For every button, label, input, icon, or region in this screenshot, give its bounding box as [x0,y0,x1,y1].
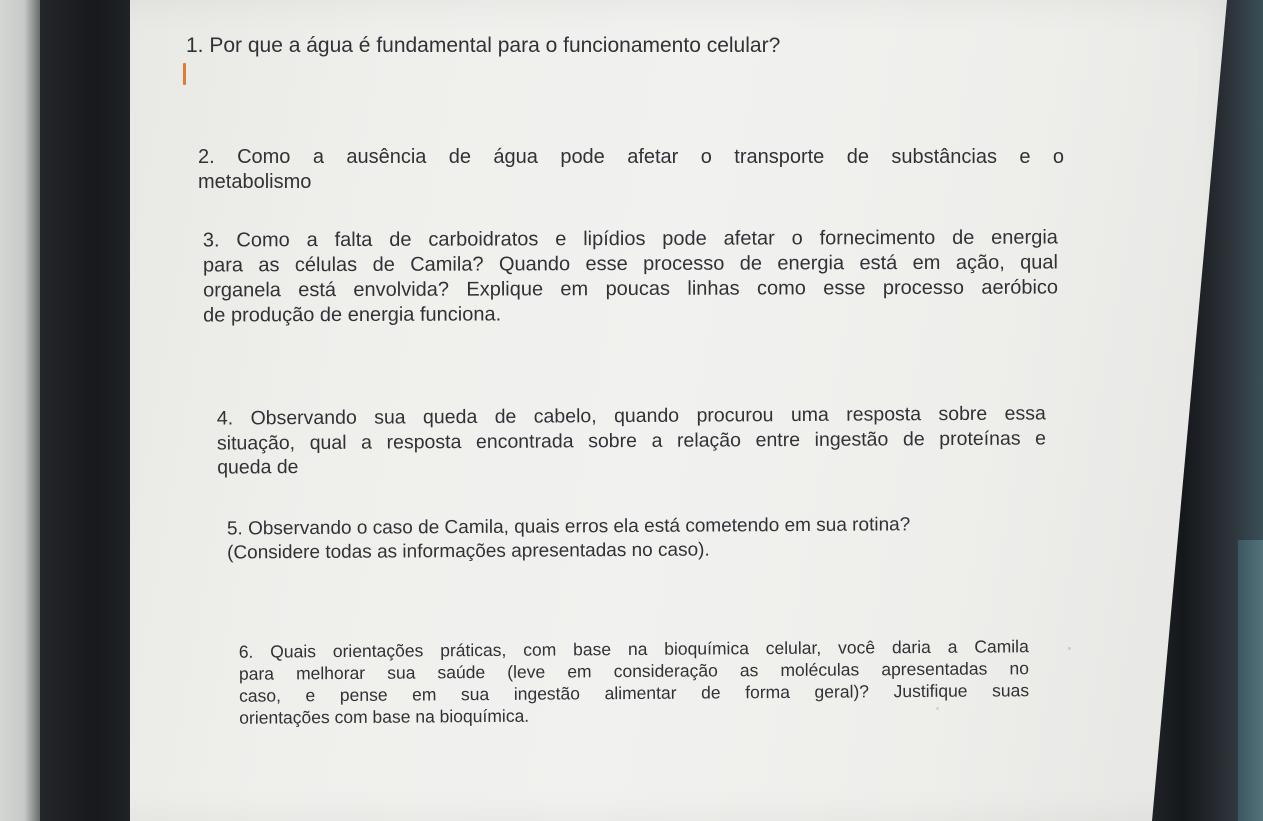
question-5-line-2: (Considere todas as informações apresentadas no caso). [227,539,710,564]
dust-speck [1068,647,1071,650]
question-6-line-1: 6. Quais orientações práticas, com base na bioquímica celular, você daria a Camila [238,636,1029,662]
question-3-line-4: de produção de energia funciona. [203,303,502,327]
question-3-line-1: 3. Como a falta de carboidratos e lipídios pode afetar o fornecimento de energia [202,226,1058,252]
question-3-line-3: organela está envolvida? Explique em poucas linhas como esse processo aeróbico [203,276,1059,302]
question-1 [186,33,886,58]
question-6-line-4: orientações com base na bioquímica. [239,705,530,728]
screen-bezel-left [40,0,130,821]
question-3-line-2: para as células de Camila? Quando esse processo de energia está em ação, qual [202,251,1058,277]
question-6-line-3: caso, e pense em sua ingestão alimentar de forma geral)? Justifique suas [239,680,1030,706]
question-4-line-3: queda de [217,456,299,479]
question-5-line-1: 5. Observando o caso de Camila, quais erros ela está cometendo em sua rotina? [226,514,911,540]
device-edge-right [1238,540,1263,821]
question-2-line-2: metabolismo [198,171,312,193]
text-cursor [183,63,186,85]
question-3 [203,226,1058,329]
question-6-line-2: para melhorar sua saúde (leve em consideração as moléculas apresentadas no [238,658,1029,684]
question-4-line-2: situação, qual a resposta encontrada sobre a relação entre ingestão de proteínas e [216,426,1047,455]
question-4 [217,401,1046,480]
question-5 [227,513,1039,566]
question-2 [198,145,1064,195]
question-1-line-1: 1. Por que a água é fundamental para o funcionamento celular? [186,34,781,57]
question-6 [239,635,1030,729]
dust-speck [936,707,939,710]
question-4-line-1: 4. Observando sua queda de cabelo, quando procurou uma resposta sobre essa [216,402,1046,430]
question-2-line-1: 2. Como a ausência de água pode afetar o transporte de substâncias e o [198,146,1064,168]
